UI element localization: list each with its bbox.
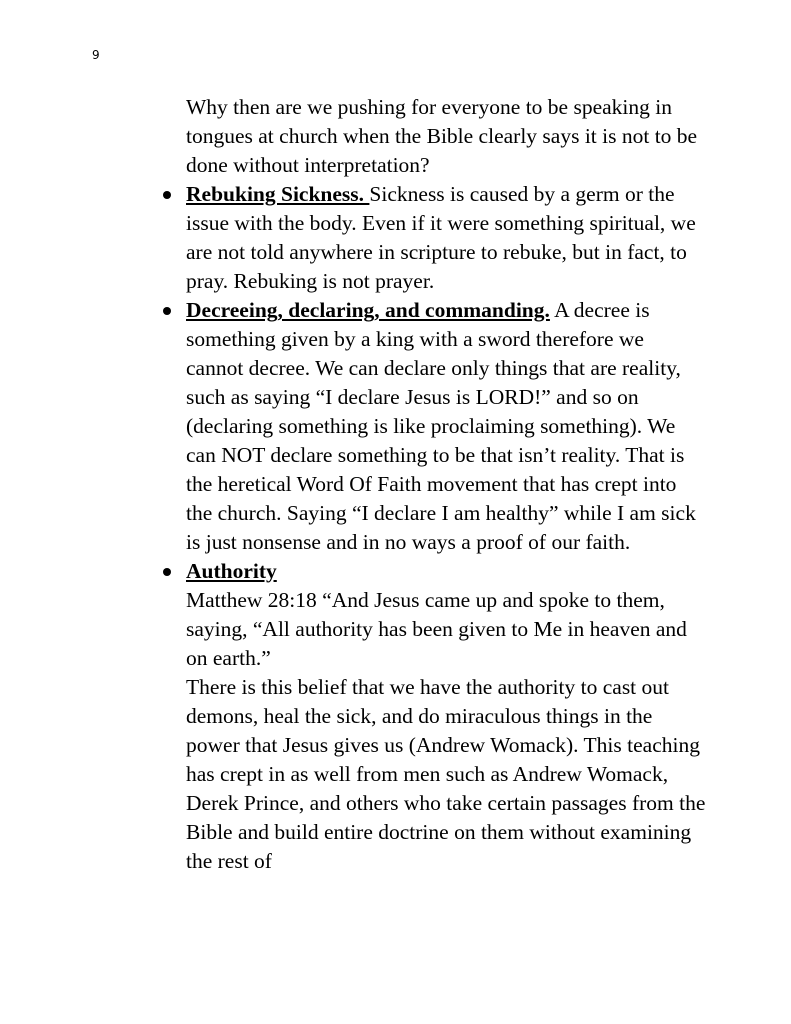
bullet-heading-authority: Authority	[186, 559, 277, 583]
bullet-icon	[163, 568, 171, 576]
page-number: 9	[92, 48, 100, 62]
bullet-icon	[163, 191, 171, 199]
bullet-item-decreeing	[186, 296, 706, 557]
intro-paragraph: Why then are we pushing for everyone to be speaking in tongues at church when the Bible clearly says it is not to be done without interpretation?	[186, 95, 698, 177]
bullet-text-rebuking-sickness: Sickness is caused by a germ or the issue with the body. Even if it were something spiritual, we are not told anywhere in scripture to rebuke, but in fact, to pray. Rebuking is not prayer.	[186, 182, 696, 293]
bullet-item-rebuking-sickness	[186, 180, 706, 296]
bullet-quote-authority: Matthew 28:18 “And Jesus came up and spoke to them, saying, “All authority has been given to Me in heaven and on earth.”	[186, 588, 687, 670]
bullet-heading-decreeing: Decreeing, declaring, and commanding.	[186, 298, 550, 322]
bullet-heading-rebuking-sickness: Rebuking Sickness.	[186, 182, 370, 206]
bullet-text-authority: There is this belief that we have the authority to cast out demons, heal the sick, and do miraculous things in the power that Jesus gives us (Andrew Womack). This teaching has crept in as well from men such as Andrew Womack, Derek Prince, and others who take certain passages from the Bible and build entire doctrine on them without examining the rest of	[186, 675, 706, 873]
bullet-icon	[163, 307, 171, 315]
bullet-text-decreeing: A decree is something given by a king with a sword therefore we cannot decree. We can declare only things that are reality, such as saying “I declare Jesus is LORD!” and so on (declaring something is like proclaiming something). We can NOT declare something to be that isn’t reality. That is the heretical Word Of Faith movement that has crept into the church. Saying “I declare I am healthy” while I am sick is just nonsense and in no ways a proof of our faith.	[186, 298, 696, 554]
document-body	[186, 93, 706, 876]
bullet-item-authority	[186, 557, 706, 876]
bullet-list	[186, 180, 706, 876]
